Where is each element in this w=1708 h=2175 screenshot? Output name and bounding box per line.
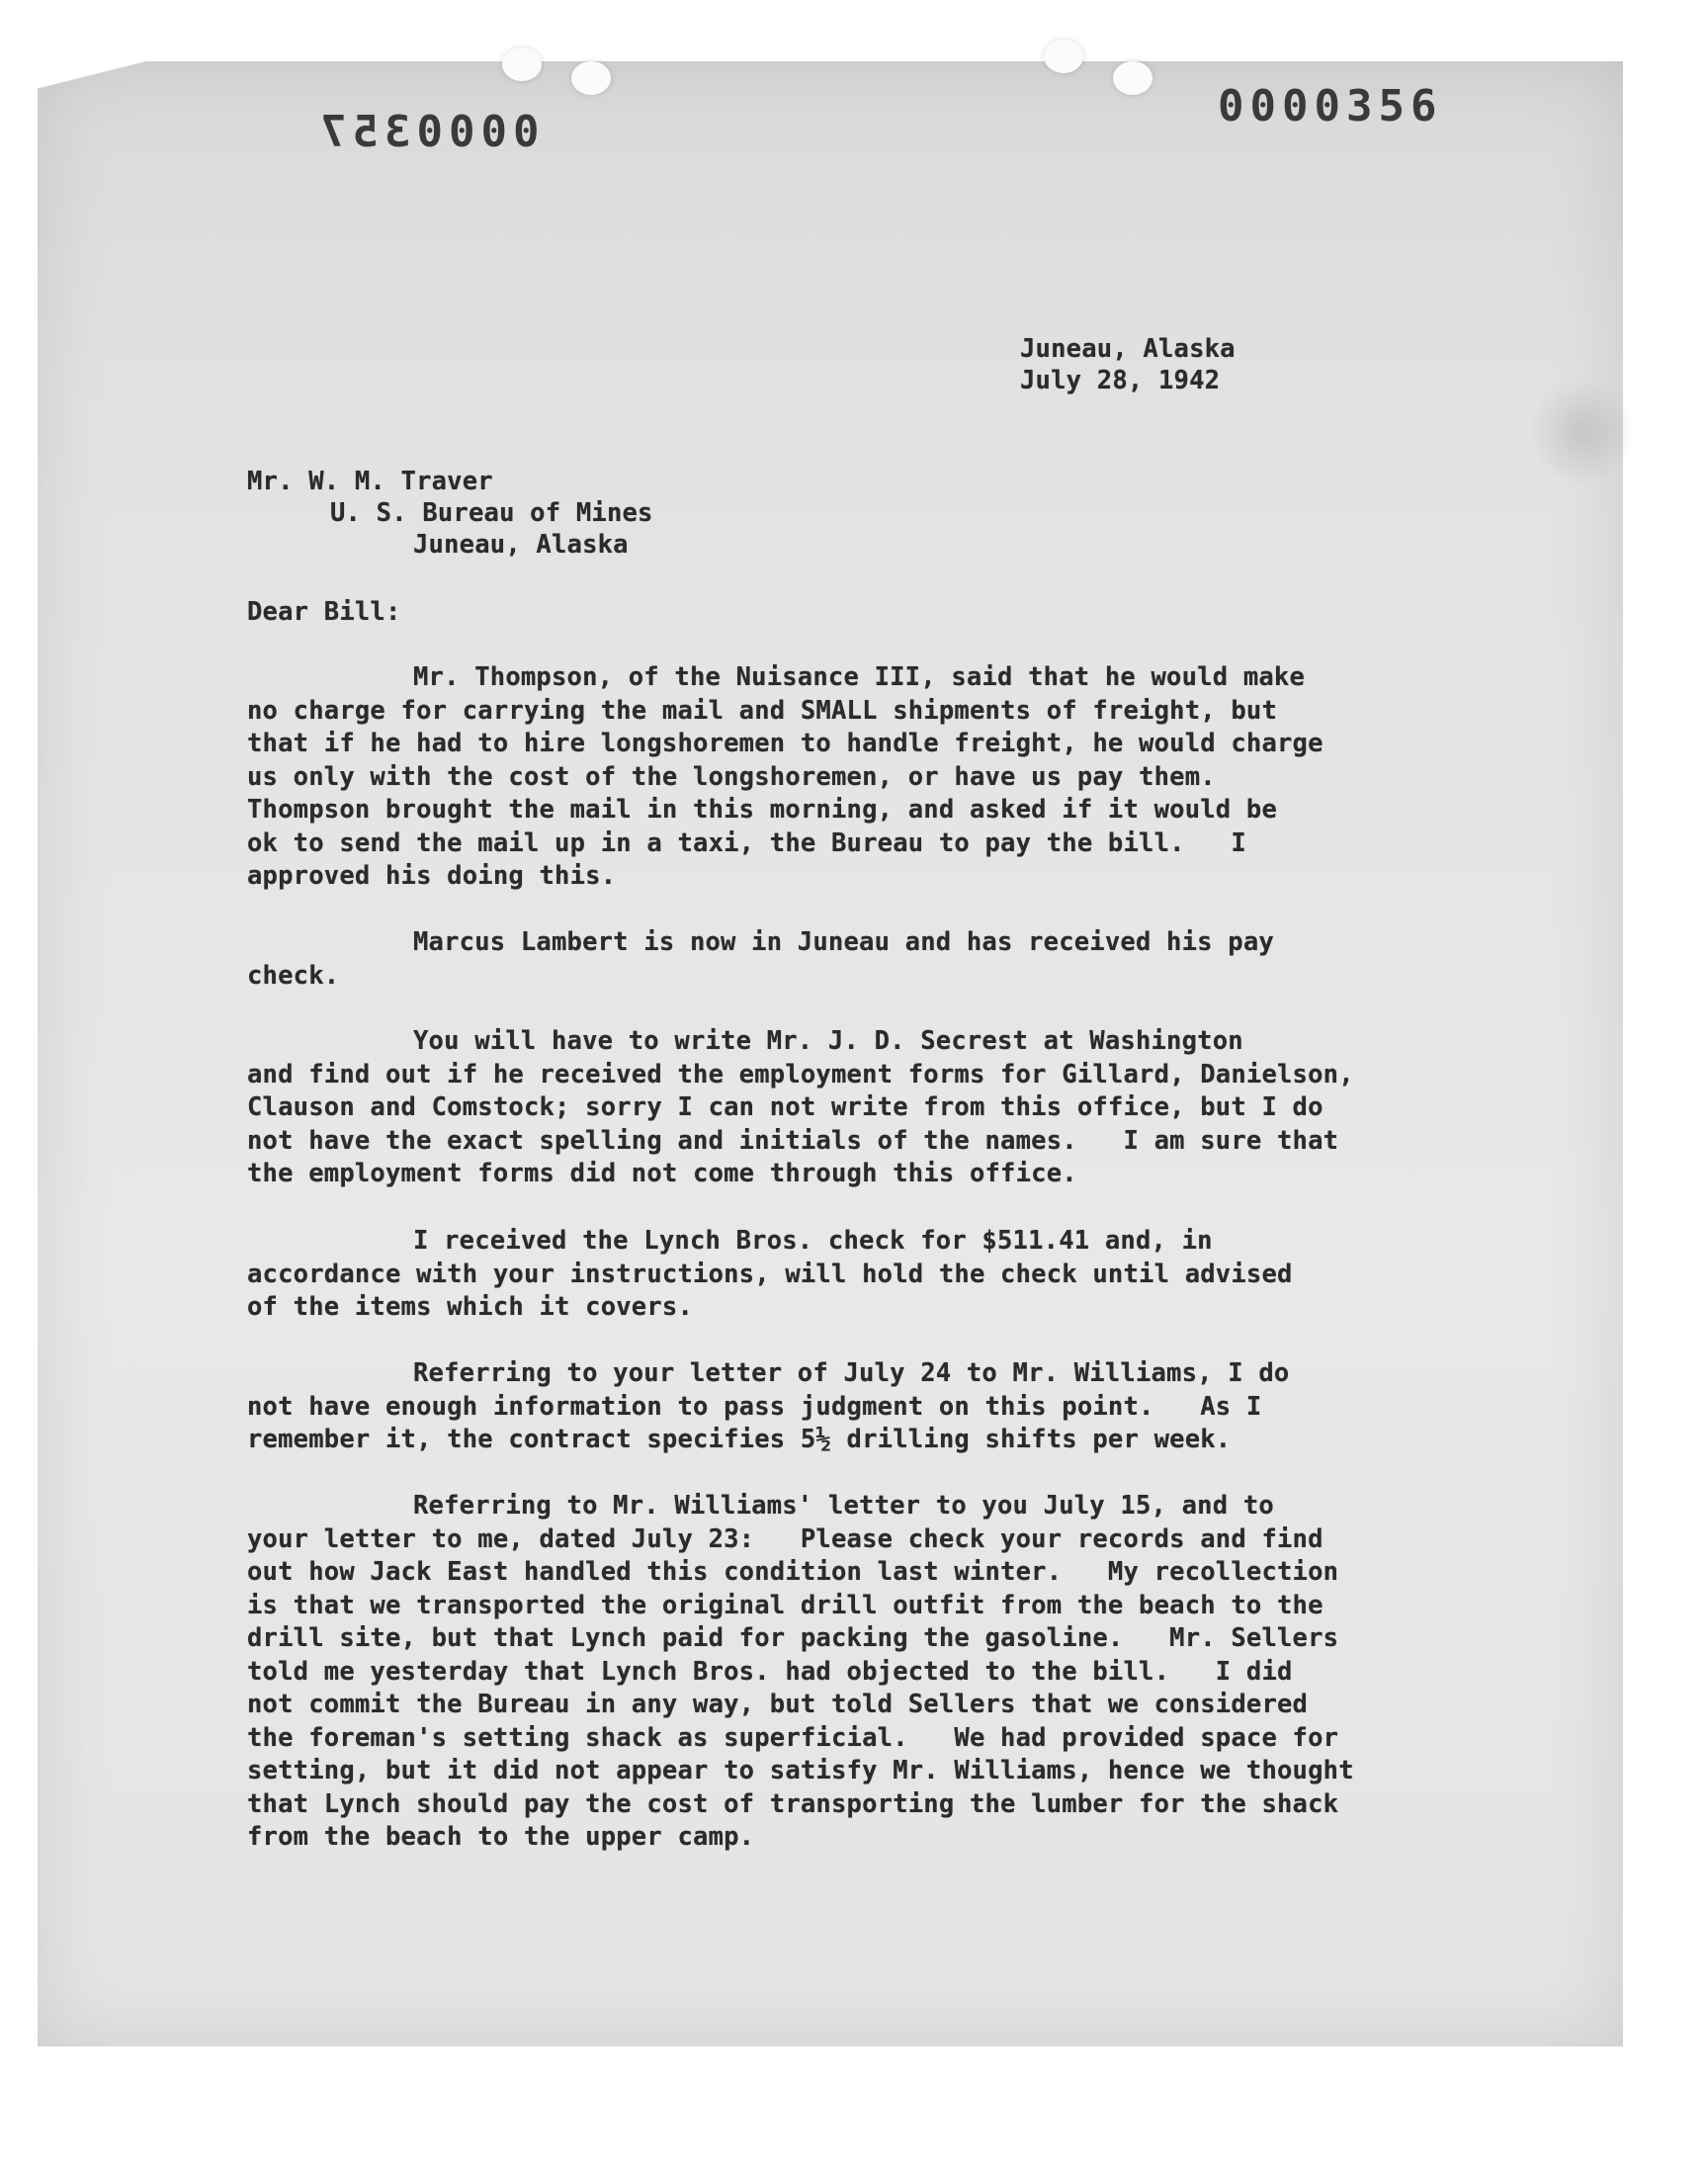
punch-hole — [1113, 61, 1153, 95]
paragraph-6-line: your letter to me, dated July 23: Please check your records and find — [247, 1523, 1324, 1554]
paragraph-3-line: the employment forms did not come through this office. — [247, 1159, 1077, 1188]
punch-hole — [502, 47, 542, 81]
paragraph-5-line: remember it, the contract specifies 5½ drilling shifts per week. — [247, 1425, 1232, 1454]
paragraph-3-line: Clauson and Comstock; sorry I can not write from this office, but I do — [247, 1092, 1324, 1122]
paragraph-6-line: is that we transported the original drill outfit from the beach to the — [247, 1590, 1324, 1620]
paragraph-3-line: and find out if he received the employment forms for Gillard, Danielson, — [247, 1059, 1354, 1089]
paragraph-5-line: not have enough information to pass judgment on this point. As I — [247, 1391, 1262, 1422]
paragraph-1-line: Mr. Thompson, of the Nuisance III, said that he would make — [413, 662, 1306, 692]
paragraph-6-line: told me yesterday that Lynch Bros. had objected to the bill. I did — [247, 1656, 1293, 1687]
paragraph-5-line: Referring to your letter of July 24 to Mr. Williams, I do — [413, 1358, 1290, 1388]
paragraph-4-line: of the items which it covers. — [247, 1292, 694, 1322]
paragraph-4-line: accordance with your instructions, will hold the check until advised — [247, 1259, 1293, 1289]
place-line: Juneau, Alaska — [1020, 334, 1236, 364]
paragraph-6-line: the foreman's setting shack as superficial. We had provided space for — [247, 1722, 1339, 1753]
paragraph-1-line: that if he had to hire longshoremen to handle freight, he would charge — [247, 729, 1324, 758]
paragraph-6-line: out how Jack East handled this condition last winter. My recollection — [247, 1557, 1339, 1587]
paragraph-1-line: ok to send the mail up in a taxi, the Bureau to pay the bill. I — [247, 827, 1246, 858]
paragraph-6-line: from the beach to the upper camp. — [247, 1822, 755, 1852]
recipient-name: Mr. W. M. Traver — [247, 467, 493, 496]
paragraph-6-line: drill site, but that Lynch paid for packing the gasoline. Mr. Sellers — [247, 1623, 1339, 1653]
paragraph-2-line: Marcus Lambert is now in Juneau and has received his pay — [413, 927, 1274, 957]
punch-hole — [1044, 40, 1083, 73]
paragraph-1-line: us only with the cost of the longshoremen, or have us pay them. — [247, 761, 1216, 792]
page-number-stamp-mirrored: 0000357 — [314, 107, 540, 157]
paragraph-4-line: I received the Lynch Bros. check for $511.41 and, in — [413, 1226, 1213, 1256]
paragraph-1-line: Thompson brought the mail in this morning, and asked if it would be — [247, 795, 1278, 825]
ink-smudge — [1528, 378, 1637, 486]
paragraph-1-line: approved his doing this. — [247, 861, 617, 891]
paragraph-3-line: not have the exact spelling and initials of the names. I am sure that — [247, 1125, 1339, 1156]
recipient-city: Juneau, Alaska — [413, 530, 629, 560]
recipient-org: U. S. Bureau of Mines — [330, 498, 653, 528]
salutation: Dear Bill: — [247, 597, 401, 627]
paragraph-6-line: that Lynch should pay the cost of transporting the lumber for the shack — [247, 1788, 1339, 1819]
page-number-stamp: 0000356 — [1218, 81, 1443, 131]
punch-hole — [571, 61, 611, 95]
paragraph-6-line: Referring to Mr. Williams' letter to you July 15, and to — [413, 1491, 1274, 1521]
paragraph-6-line: not commit the Bureau in any way, but told Sellers that we considered — [247, 1690, 1309, 1719]
paragraph-2-line: check. — [247, 960, 340, 991]
paragraph-3-line: You will have to write Mr. J. D. Secrest at Washington — [413, 1026, 1243, 1056]
date-line: July 28, 1942 — [1020, 366, 1221, 395]
paragraph-6-line: setting, but it did not appear to satisfy Mr. Williams, hence we thought — [247, 1756, 1354, 1785]
paragraph-1-line: no charge for carrying the mail and SMALL shipments of freight, but — [247, 695, 1278, 726]
